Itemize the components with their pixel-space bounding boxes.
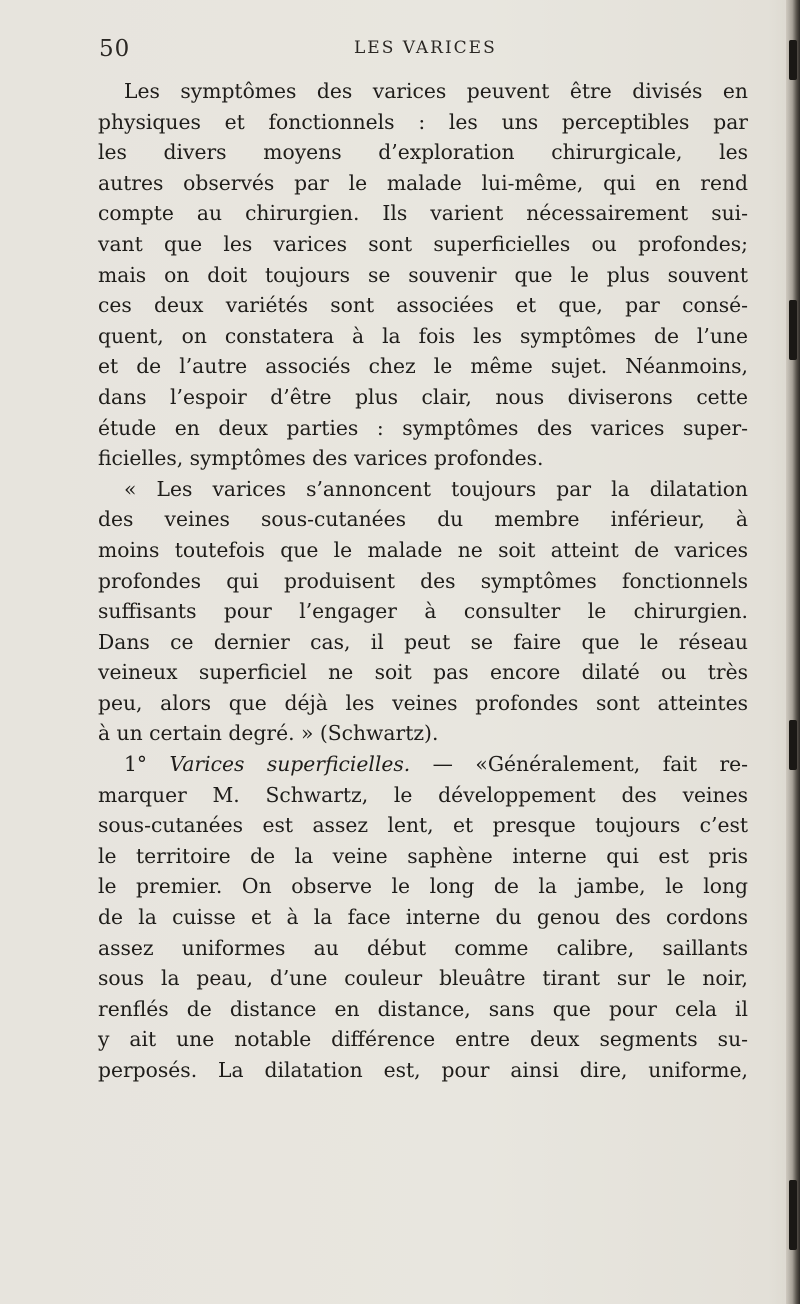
text-line: des veines sous-cutanées du membre inférieur, à [98, 507, 748, 532]
text-line: mais on doit toujours se souvenir que le plus souvent [98, 262, 748, 287]
text-line: compte au chirurgien. Ils varient nécessairement sui- [98, 201, 748, 226]
text-line-section-heading [98, 749, 748, 780]
section-number: 1° [124, 752, 170, 777]
text-line: le premier. On observe le long de la jambe, le long [98, 874, 748, 899]
text-line: assez uniformes au début comme calibre, saillants [98, 935, 748, 960]
text-line: « Les varices s’annoncent toujours par la dilatation [124, 476, 748, 501]
edge-shadow [789, 720, 797, 770]
text-line: à un certain degré. » (Schwartz). [98, 721, 439, 746]
text-segment: — «Généralement, fait re- [410, 752, 748, 777]
text-line: le territoire de la veine saphène interne qui est pris [98, 843, 748, 868]
text-line: Les symptômes des varices peuvent être divisés en [124, 79, 748, 103]
text-line: marquer M. Schwartz, le développement des veines [98, 782, 748, 807]
text-line: peu, alors que déjà les veines profondes sont atteintes [98, 690, 748, 715]
body-text [98, 76, 748, 1086]
text-line: physiques et fonctionnels : les uns perceptibles par [98, 109, 748, 134]
text-line: sous la peau, d’une couleur bleuâtre tirant sur le noir, [98, 966, 748, 991]
edge-shadow [789, 300, 797, 360]
text-line: sous-cutanées est assez lent, et presque toujours c’est [98, 813, 748, 838]
text-line: renflés de distance en distance, sans que pour cela il [98, 996, 748, 1021]
text-line: suffisants pour l’engager à consulter le chirurgien. [98, 599, 748, 624]
text-line: profondes qui produisent des symptômes fonctionnels [98, 568, 748, 593]
text-line: perposés. La dilatation est, pour ainsi dire, uniforme, [98, 1058, 748, 1082]
page-number: 50 [99, 36, 131, 62]
text-line: ces deux variétés sont associées et que, par consé- [98, 293, 748, 318]
text-line: ficielles, symptômes des varices profondes. [98, 446, 544, 471]
text-line: de la cuisse et à la face interne du genou des cordons [98, 905, 748, 930]
text-line: Dans ce dernier cas, il peut se faire que le réseau [98, 629, 748, 654]
text-line: y ait une notable différence entre deux segments su- [98, 1027, 748, 1052]
text-line: quent, on constatera à la fois les symptômes de l’une [98, 323, 748, 348]
text-line: dans l’espoir d’être plus clair, nous diviserons cette [98, 384, 748, 409]
page-header [0, 36, 800, 76]
page-binding-edge [786, 0, 800, 1304]
edge-shadow [789, 1180, 797, 1250]
text-line: vant que les varices sont superficielles ou profondes; [98, 231, 748, 256]
text-line: étude en deux parties : symptômes des varices super- [98, 415, 748, 440]
text-line: et de l’autre associés chez le même sujet. Néanmoins, [98, 354, 748, 379]
section-title: Varices superficielles. [169, 752, 411, 777]
text-line: veineux superficiel ne soit pas encore dilaté ou très [98, 660, 748, 685]
text-line: les divers moyens d’exploration chirurgicale, les [98, 140, 748, 165]
running-title: LES VARICES [354, 38, 497, 58]
text-line: autres observés par le malade lui-même, qui en rend [98, 170, 748, 195]
text-line: moins toutefois que le malade ne soit atteint de varices [98, 537, 748, 562]
